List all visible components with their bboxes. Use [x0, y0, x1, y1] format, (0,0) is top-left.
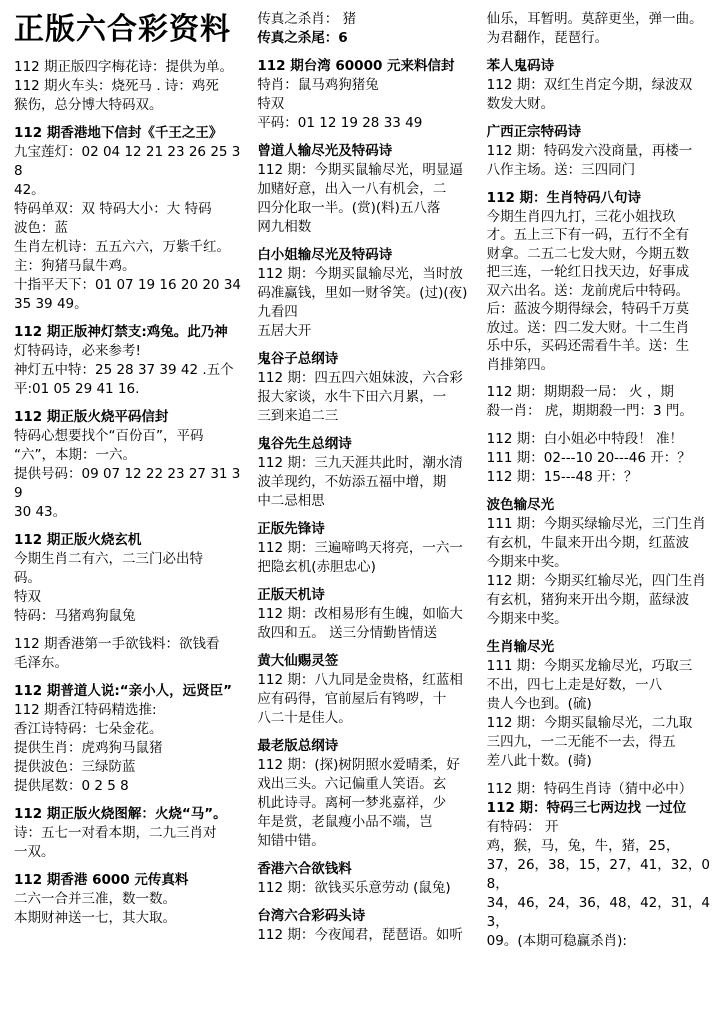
text-line: 三到来追二三 [257, 408, 339, 424]
sec-mingtai [257, 57, 474, 133]
sec-tianji [257, 586, 474, 643]
section-title: 112 期正版神灯禁支:鸡兔。此乃神 [14, 324, 228, 340]
text-line: 提供尾数：0 2 5 8 [14, 778, 129, 794]
text-line: 特肖：鼠马鸡狗猪兔 [257, 77, 379, 93]
sec-dixiaxin [14, 124, 245, 314]
text-line: 112 期：今期买鼠输尽光，当时放 [257, 266, 463, 282]
text-line: 112 期：特码生肖诗（猜中必中） [486, 781, 693, 797]
text-line: 特双 [14, 589, 41, 605]
text-line: 码。 [14, 570, 41, 586]
section-title: 112 期：生肖特码八句诗 [486, 190, 642, 206]
sec-taiwan-mato [257, 907, 474, 945]
text-line: 放过。送：四二发大财。十二生肖 [486, 319, 690, 336]
text-line: 今期生肖四九打，三花小姐找玖 [486, 208, 676, 225]
section-title: 112 期香港地下信封《千王之王》 [14, 125, 223, 141]
text-line: 有玄机，猪狗来开出今期，蓝绿波 [486, 592, 690, 608]
sec-xianle [487, 10, 710, 48]
text-line: 112 期：(探)树阴照水爱晴柔，好 [257, 757, 460, 773]
section-title: 鬼谷子总纲诗 [257, 351, 339, 367]
section-title: 苯人鬼码诗 [486, 58, 555, 74]
text-line: 毛泽东。 [14, 655, 68, 671]
text-line: 112 期：双红生肖定今期，绿波双 [486, 77, 693, 93]
text-line: 112 期：三遍啼鸣天将亮，一六一 [257, 540, 463, 556]
text-line: 本期财神送一七，其大取。 [14, 910, 176, 926]
text-line: 敌四和五。 送三分情勤皆情送 [257, 625, 438, 641]
text-line: 报大家谈，水牛下田六月累，一 [257, 389, 447, 405]
sec-guiguzi [257, 350, 474, 426]
section-title: 最老版总纲诗 [257, 738, 339, 754]
section-title: 正版天机诗 [257, 587, 325, 603]
text-line: 四分化取一半。(赏)(料)五八落 [257, 200, 441, 216]
text-line: 码准赢钱，里如一财爷笑。(过)(夜)九看四 [257, 285, 468, 320]
text-line: 有玄机，牛鼠来开出今期，红蓝波 [486, 535, 690, 551]
text-line: 机此诗寻。离柯一梦兆嘉祥，少 [257, 795, 447, 811]
text-line: 特码：马猪鸡狗鼠兔 [14, 608, 136, 624]
text-line: 才。五上三下有一码，五行不全有 [486, 227, 690, 243]
sec-baixiaojie [257, 246, 474, 341]
text-line: 111 期：02---10 20---46 开：？ [486, 450, 691, 466]
text-line: 提供波色：三绿防蓝 [14, 759, 136, 775]
text-line: 今期来中奖。 [486, 554, 568, 570]
sec-zuiming [257, 737, 474, 851]
text-line: 仙乐，耳暂明。莫辞更坐，弹一曲。 [486, 11, 703, 27]
sec-shasha [487, 383, 710, 421]
text-line: 戏出三头。六记偏重人笑语。玄 [257, 776, 447, 792]
text-line: 平码：01 12 19 28 33 49 [257, 115, 423, 131]
text-line: 网九相数 [257, 219, 312, 235]
text-line: 传真之杀尾：6 [257, 30, 348, 46]
sec-chuanzhen-shaxiao [257, 10, 474, 48]
text-line: 波色：蓝 [14, 220, 68, 236]
text-line: 把隐玄机(赤胆忠心) [257, 559, 376, 575]
section-title: 112 期普道人说:“亲小人，远贤臣” [14, 683, 233, 699]
text-line: 三四九，一二无能不一去，得五 [486, 734, 676, 750]
section-title: 112 期香港 6000 元传真料 [14, 872, 189, 888]
text-line: 年是赏，老鼠瘦小品不端，岂 [257, 814, 433, 830]
text-line: 不出，四七上走是好数，一八 [486, 677, 663, 693]
sec-bose-jinguang [487, 496, 710, 629]
text-line: 香江诗特码：七朵金花。 [14, 721, 163, 737]
text-line: 112 期：特码三七两边找 一过位 [486, 800, 687, 816]
text-line: 后：蓝波今期得绿会，特码千万莫 [486, 301, 690, 317]
section-title: 正版先锋诗 [257, 521, 325, 537]
text-line: 111 期：今期买龙输尽光，巧取三 [486, 658, 693, 674]
columns-container [8, 10, 716, 1016]
text-line: 112 期香江特码精选推: [14, 702, 157, 718]
section-title: 112 期台湾 60000 元来料信封 [257, 58, 455, 74]
text-line: 09。(本期可稳赢杀肖): [486, 933, 627, 949]
text-line: 传真之杀肖： 猪 [257, 11, 357, 27]
section-title: 112 期正版火烧平码信封 [14, 409, 169, 425]
sec-guimapoem [487, 57, 710, 114]
sec-baixiaojie-tedan [487, 430, 710, 487]
text-line: 平:01 05 29 41 16. [14, 381, 140, 397]
text-line: 提供号码：09 07 12 22 23 27 31 39 [14, 466, 241, 501]
sec-guangxi [487, 123, 710, 180]
text-line: 112 期：欲钱买乐意劳动 (鼠兔) [257, 880, 451, 896]
text-line: 112 期：今期买鼠输尽光，二九取 [486, 715, 693, 731]
column-right [481, 10, 716, 1016]
sec-huangdaxian [257, 652, 474, 728]
text-line: 特码心想要找个“百份百”，平码 [14, 428, 204, 444]
text-line: 有特码： 开 [486, 819, 559, 835]
text-line: 五居大开 [257, 323, 312, 339]
text-line: 八二十是佳人。 [257, 710, 352, 726]
sec-huolingtu [14, 805, 245, 862]
section-title: 白小姐输尽光及特码诗 [257, 247, 393, 263]
text-line: 应有码得，官前屋后有鸨哕，十 [257, 691, 447, 707]
text-line: 42。 [14, 182, 45, 198]
text-line: 112 期：八九同是金贵格，红蓝相 [257, 672, 463, 688]
text-line: 差八此十数。(骑) [486, 753, 592, 769]
sec-zengdao [257, 142, 474, 237]
sec-chuanzhen6000 [14, 871, 245, 928]
text-line: 财拿。二五二七发大财，今期五数 [486, 245, 690, 262]
text-line: 112 期火车头：烧死马 . 诗：鸡死 [14, 78, 219, 94]
text-line: 112 期：今期买鼠输尽光，明显逼 [257, 162, 463, 178]
section-title: 112 期正版火烧玄机 [14, 532, 142, 548]
column-middle [251, 10, 480, 1016]
section-title: 台湾六合彩码头诗 [257, 908, 366, 924]
text-line: 112 期：四五四六姐妹波，六合彩 [257, 370, 463, 386]
sec-shengxiao8 [487, 189, 710, 374]
text-line: 乐中乐，买码还需看牛羊。送：生 [486, 338, 690, 354]
text-line: 今期生肖二有六，二三门必出特 [14, 551, 203, 567]
section-title: 广西正宗特码诗 [486, 124, 582, 140]
text-line: 为君翻作，琵琶行。 [486, 30, 609, 46]
text-line: 十指平天下：01 07 19 16 20 20 34 [14, 277, 241, 293]
text-line: 111 期：今期买绿输尽光，三门生肖 [486, 516, 706, 532]
sec-meihua [14, 58, 245, 115]
sec-teshengxiao [487, 780, 710, 951]
section-title: 波色输尽光 [486, 497, 555, 513]
text-line: 提供生肖：虎鸡狗马鼠猪 [14, 740, 163, 756]
text-line: 一双。 [14, 844, 55, 860]
text-line: 猴伤，总分博大特码双。 [14, 97, 163, 113]
text-line: 灯特码诗，必来参考! [14, 343, 141, 359]
text-line: 37，26，38，15，27，41，32，08， [486, 857, 711, 892]
text-line: 双六出名。送：龙前虎后中特码。 [486, 282, 690, 299]
text-line: 112 期：期期殺一局： 火 ，期 [486, 384, 674, 400]
section-title: 黄大仙赐灵签 [257, 653, 339, 669]
text-line: 九宝莲灯：02 04 12 21 23 26 25 38 [14, 144, 241, 179]
sec-xgliuhe [257, 860, 474, 898]
sec-guigu-jingxuan [257, 435, 474, 511]
section-title: 生肖输尽光 [486, 639, 555, 655]
text-line: 112 期：三九天涯共此时，潮水清 [257, 455, 463, 471]
text-line: 殺一肖： 虎，期期殺一門：3 門。 [486, 403, 693, 419]
text-line: 波羊现约，不妨添五福中增，期 [257, 474, 447, 490]
text-line: 35 39 49。 [14, 296, 88, 312]
sec-shendeng [14, 323, 245, 399]
text-line: 特双 [257, 96, 285, 112]
text-line: 112 期正版四字梅花诗：提供为单。 [14, 59, 234, 75]
section-title: 112 期正版火烧图解：火烧“马”。 [14, 806, 227, 822]
text-line: 112 期：改相易形有生魄，如临大 [257, 606, 463, 622]
text-line: 二六一合并三准，数一数。 [14, 891, 176, 907]
section-title: 香港六合欲钱料 [257, 861, 352, 877]
text-line: 肖排第四。 [486, 356, 555, 373]
sec-huoshao-xuanji [14, 531, 245, 626]
text-line: 特码单双：双 特码大小：大 特码 [14, 201, 212, 217]
sec-pingma-xinfeng [14, 408, 245, 522]
text-line: “六”，本期：一六。 [14, 447, 136, 463]
text-line: 知错中错。 [257, 833, 325, 849]
sec-xianfeng [257, 520, 474, 577]
text-line: 112 期：15---48 开：？ [486, 469, 638, 485]
text-line: 把三连，一轮红日找天边，好事成 [486, 264, 690, 280]
text-line: 34，46，24，36，48，42，31，43， [486, 895, 711, 930]
text-line: 112 期：今期买红输尽光，四门生肖 [486, 573, 706, 589]
text-line: 八作主场。送：三四同门 [486, 162, 636, 178]
text-line: 神灯五中特：25 28 37 39 42 .五个 [14, 362, 234, 378]
sec-puduoren [14, 682, 245, 796]
text-line: 鸡，猴，马，兔，牛，猪，25， [486, 838, 680, 854]
text-line: 30 43。 [14, 504, 67, 520]
column-left [8, 10, 251, 1016]
text-line: 今期来中奖。 [486, 611, 568, 627]
section-title: 鬼谷先生总纲诗 [257, 436, 352, 452]
text-line: 112 期：今夜闻君，琵琶语。如听 [257, 927, 463, 943]
text-line: 数发大财。 [486, 96, 555, 112]
sec-shengxiao-jinguang [487, 638, 710, 771]
text-line: 112 期香港第一手欲钱料：欲钱看 [14, 636, 220, 652]
sec-diyishou [14, 635, 245, 673]
text-line: 主：狗猪马鼠牛鸡。 [14, 258, 136, 274]
section-title: 曾道人输尽光及特码诗 [257, 143, 393, 159]
text-line: 112 期：特码发六没商量，再楼一 [486, 143, 693, 159]
text-line: 加赌好意，出入一八有机会，二 [257, 181, 447, 197]
text-line: 诗：五七一对看本期，二九三肖对 [14, 825, 217, 841]
text-line: 112 期：白小姐必中特段！ 准！ [486, 431, 684, 447]
text-line: 生肖左机诗：五五六六，万紫千红。 [14, 239, 230, 255]
text-line: 贵人今也到。(硫) [486, 696, 592, 712]
page-title: 正版六合彩资料 [14, 12, 231, 47]
text-line: 中二忌相思 [257, 493, 325, 509]
